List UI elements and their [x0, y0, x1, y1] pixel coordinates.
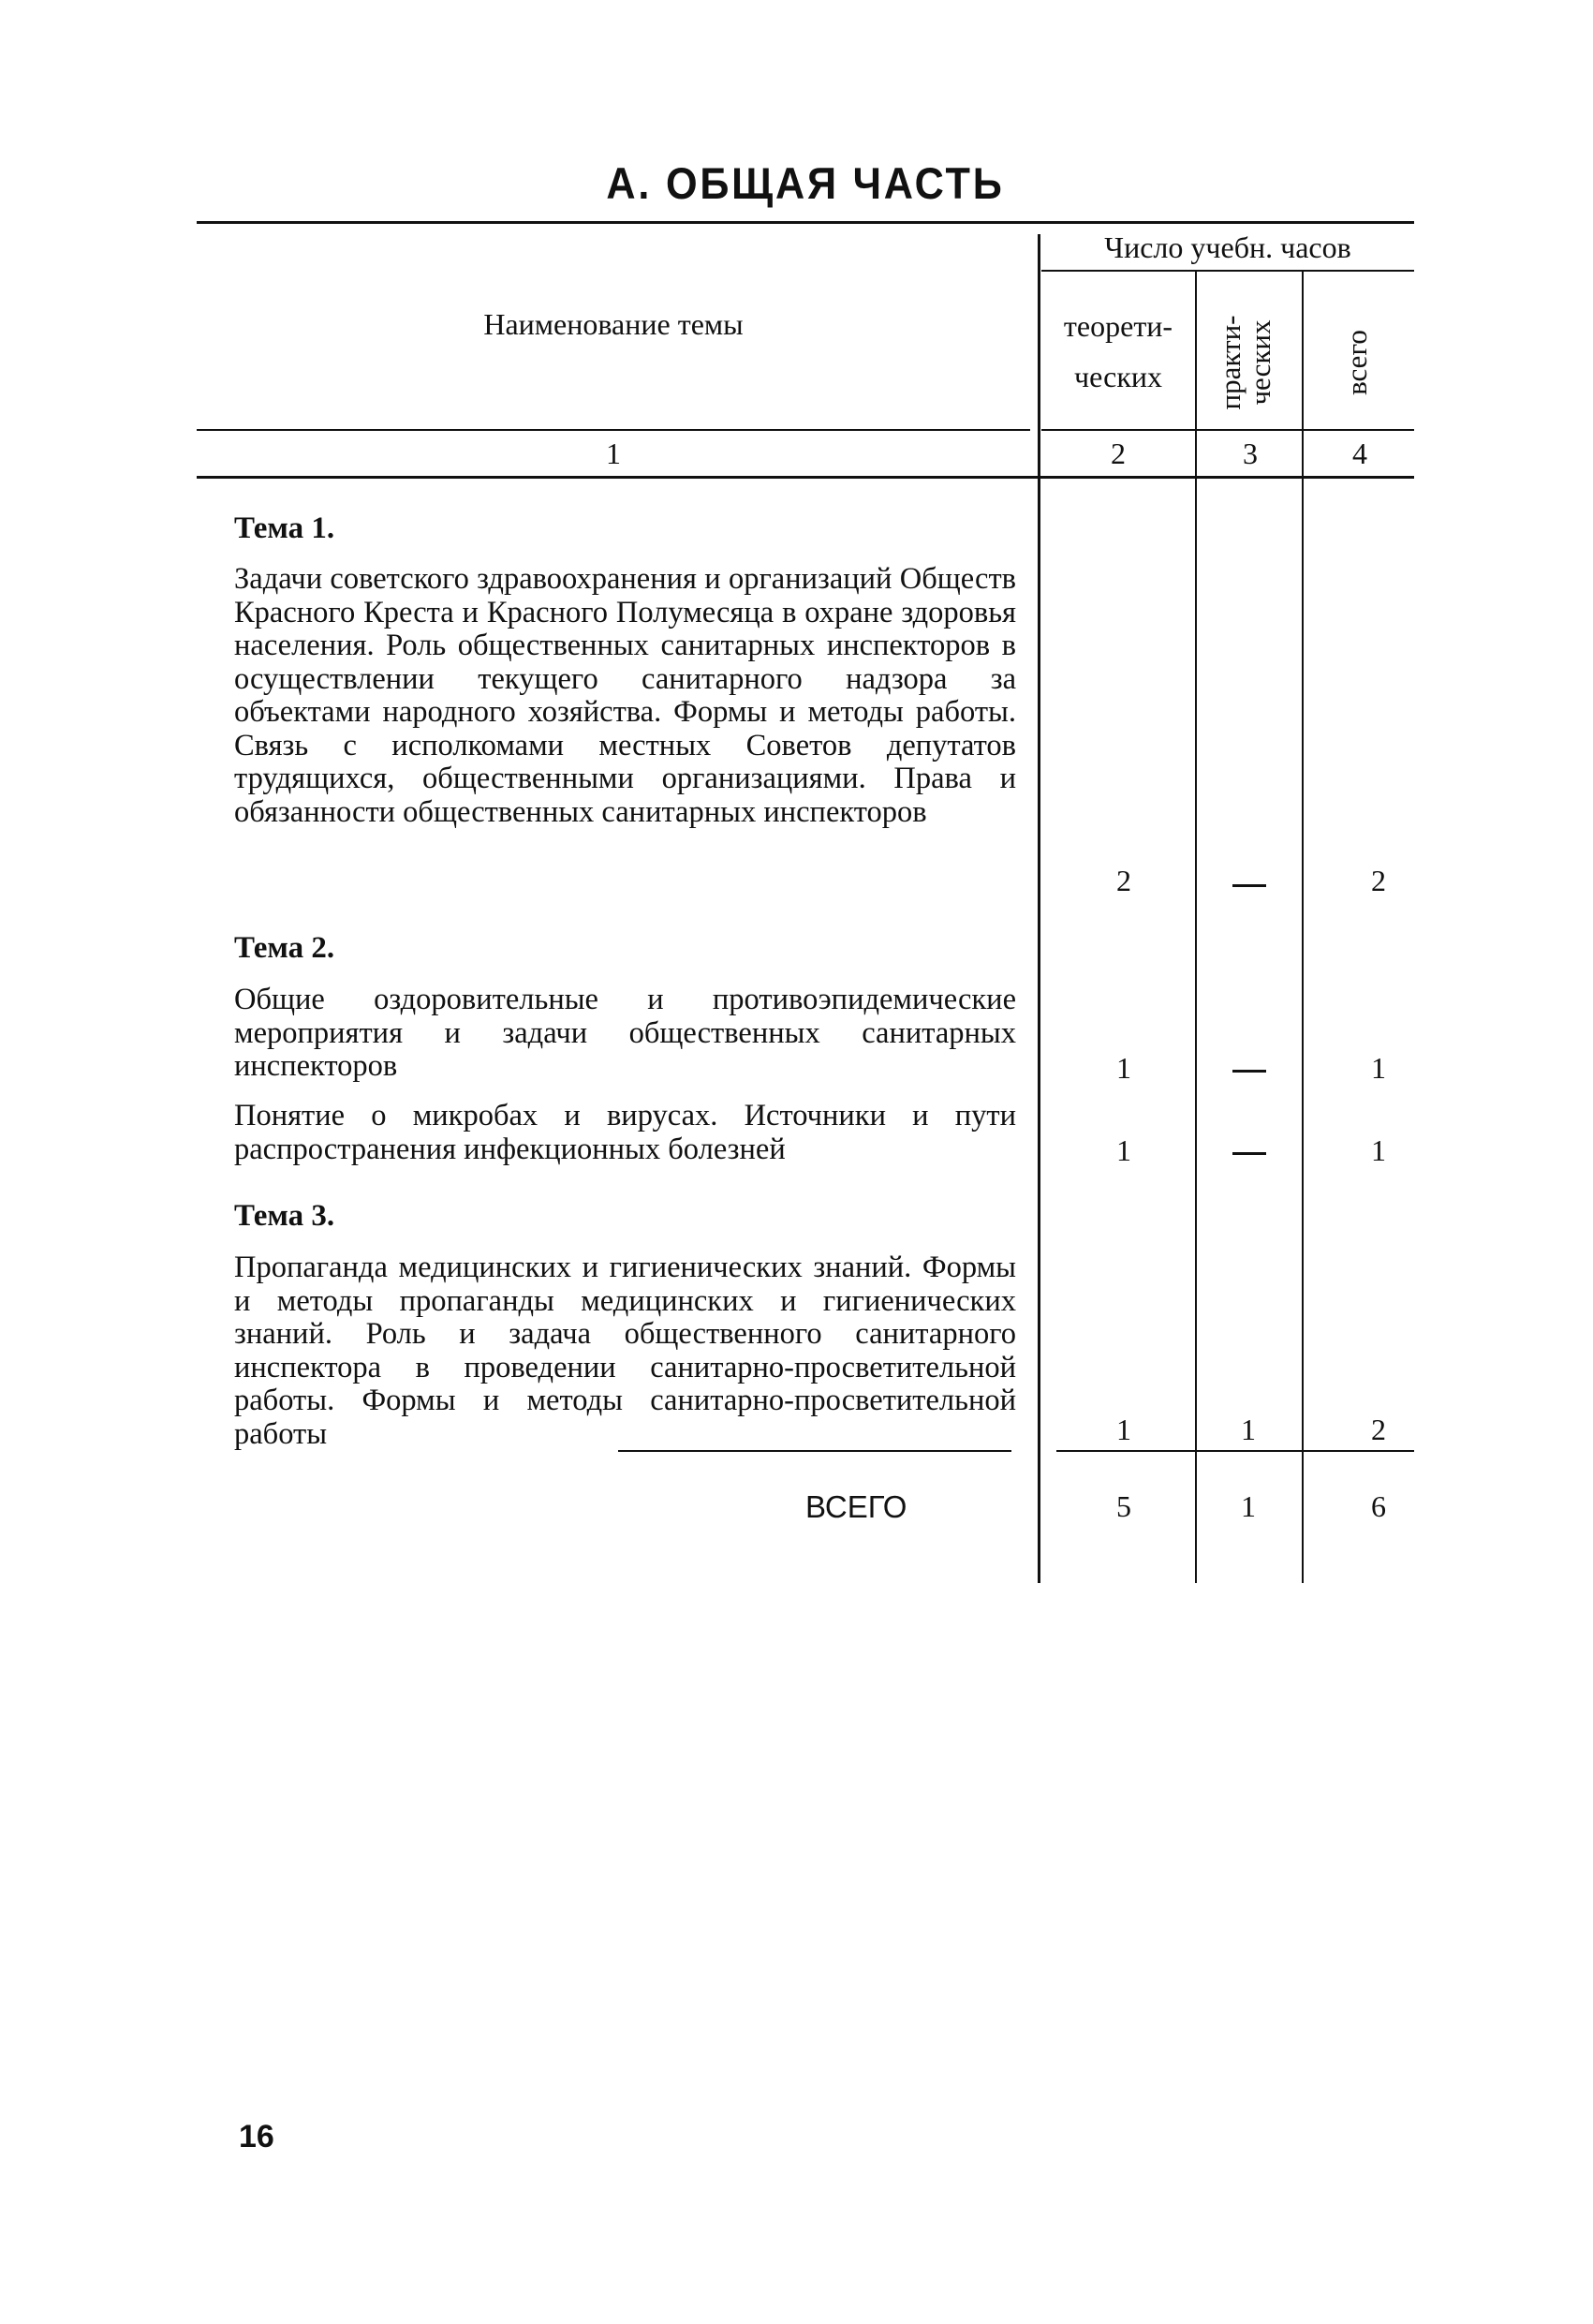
header-practice-line2: ческих: [1244, 319, 1276, 406]
totals-rule-left: [618, 1450, 1011, 1452]
topic-1-item-1-text: Задачи советского здравоохранения и организаций Обществ Красного Креста и Красного Полумесяца в охране здоровья населения. Роль общественных санитарных инспекторов в осуществлении текущего санитарного надзора за объектами народного хозяйства. Формы и методы работы. Связь с исполкомами местных Советов депутатов трудящихся, общественными организациями. Права и обязанности общественных санитарных инспекторов: [234, 562, 1016, 829]
column-divider-3: [1302, 272, 1304, 1583]
totals-total: 6: [1371, 1489, 1386, 1523]
topic-3-item-1-text: Пропаганда медицинских и гигиенических знаний. Формы и методы пропаганды медицинских и гигиенических знаний. Роль и задача общественного санитарного инспектора в проведении санитарно-просветительной работы. Формы и методы санитарно-просветительной работы: [234, 1251, 1016, 1451]
hours-group-rule: [1041, 270, 1414, 272]
table-top-rule: [197, 221, 1414, 224]
col-number-3: 3: [1243, 437, 1258, 470]
col-number-4: 4: [1352, 437, 1367, 470]
topic-2-item-2-total: 1: [1371, 1133, 1386, 1167]
topic-2-item-2-text: Понятие о микробах и вирусах. Источники и пути распространения инфекционных болезней: [234, 1099, 1016, 1166]
header-hours-group: Число учебн. часов: [1104, 230, 1351, 264]
header-total-rotated: всего: [1340, 330, 1373, 395]
topic-2-heading: Тема 2.: [234, 931, 335, 965]
totals-rule-right: [1056, 1450, 1414, 1452]
totals-theory: 5: [1116, 1489, 1131, 1523]
header-theory-line1: теорети-: [1063, 309, 1173, 343]
totals-practice: 1: [1241, 1489, 1256, 1523]
header-practice-rotated: [1216, 302, 1281, 423]
topic-1-heading: Тема 1.: [234, 511, 335, 545]
topic-1-item-1-practice-dash: [1232, 884, 1266, 887]
column-divider-2: [1195, 272, 1197, 1583]
col-number-2: 2: [1111, 437, 1126, 470]
totals-label: ВСЕГО: [805, 1489, 907, 1524]
topic-3-item-1-practice: 1: [1241, 1413, 1256, 1446]
topic-2-item-1-theory: 1: [1116, 1051, 1131, 1085]
topic-3-item-1-total: 2: [1371, 1413, 1386, 1446]
header-topic-name: Наименование темы: [483, 307, 744, 341]
topic-2-item-2-theory: 1: [1116, 1133, 1131, 1167]
header-bottom-rule-left: [197, 429, 1030, 431]
topic-2-item-1-total: 1: [1371, 1051, 1386, 1085]
topic-1-item-1-theory: 2: [1116, 864, 1131, 897]
col-number-1: 1: [606, 437, 621, 470]
topic-2-item-1-text: Общие оздоровительные и противоэпидемические мероприятия и задачи общественных санитарных инспекторов: [234, 983, 1016, 1083]
header-practice-line1: практи-: [1214, 315, 1246, 410]
page-number: 16: [239, 2119, 274, 2154]
topic-3-item-1-theory: 1: [1116, 1413, 1131, 1446]
topic-2-item-1-practice-dash: [1232, 1070, 1266, 1073]
topic-2-item-2-practice-dash: [1232, 1152, 1266, 1155]
topic-1-item-1-total: 2: [1371, 864, 1386, 897]
section-title: А. ОБЩАЯ ЧАСТЬ: [606, 158, 1005, 208]
column-numbers-rule: [197, 476, 1414, 479]
header-bottom-rule-right: [1041, 429, 1414, 431]
topic-3-heading: Тема 3.: [234, 1199, 335, 1233]
column-divider-1: [1038, 234, 1040, 1583]
header-theory-line2: ческих: [1074, 360, 1162, 393]
